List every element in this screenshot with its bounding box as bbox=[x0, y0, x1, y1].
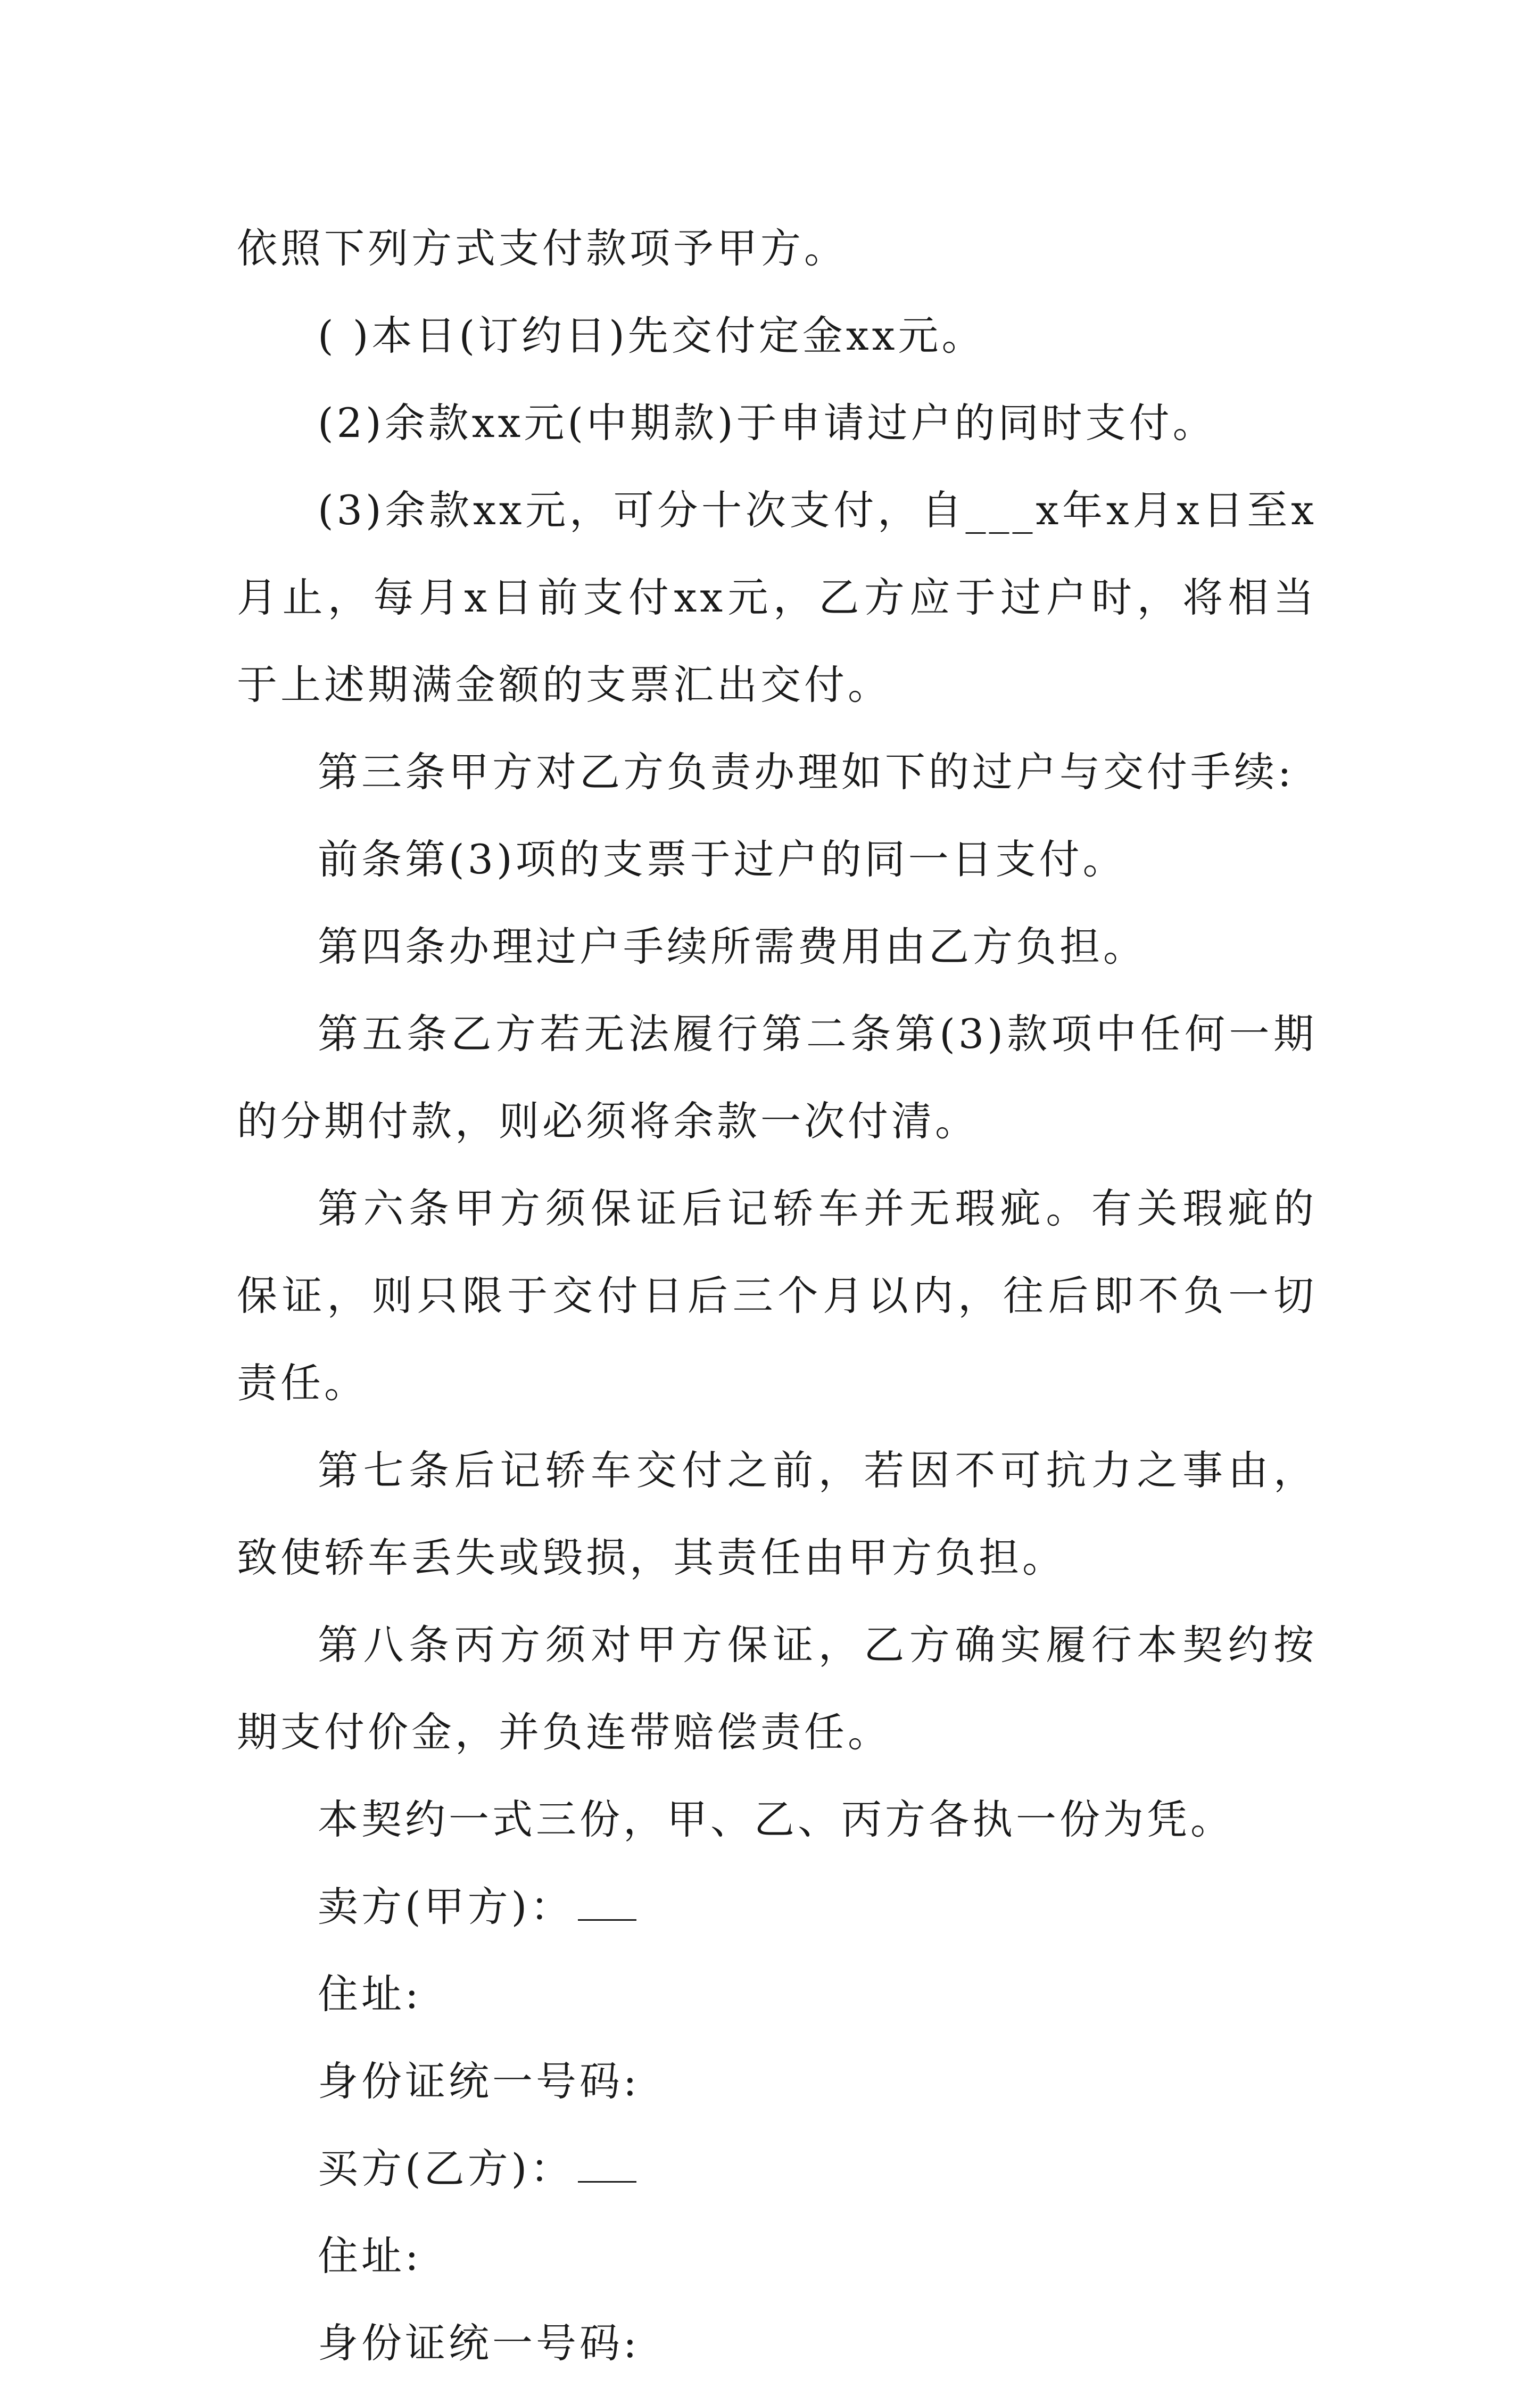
paragraph-article-4: 第四条办理过户手续所需费用由乙方负担。 bbox=[318, 923, 1147, 970]
document-body bbox=[237, 205, 1317, 2387]
paragraph-article-7: 第七条后记轿车交付之前，若因不可抗力之事由，致使轿车丢失或毁损，其责任由甲方负担。 bbox=[237, 1447, 1317, 1581]
paragraph-article-6: 第六条甲方须保证后记轿车并无瑕疵。有关瑕疵的保证，则只限于交付日后三个月以内，往后即不负一切责任。 bbox=[237, 1185, 1317, 1407]
seller-address: 住址: bbox=[318, 1970, 422, 2018]
paragraph-deposit: ( )本日(订约日)先交付定金xx元。 bbox=[318, 312, 986, 359]
paragraph-check-payment: 前条第(3)项的支票于过户的同一日支付。 bbox=[318, 836, 1127, 883]
paragraph-installments: (3)余款xx元，可分十次支付，自___x年x月x日至x月止，每月x日前支付xx元，乙方应于过户时，将相当于上述期满金额的支票汇出交付。 bbox=[237, 486, 1317, 708]
buyer-address: 住址: bbox=[318, 2232, 422, 2279]
paragraph-copies: 本契约一式三份，甲、乙、丙方各执一份为凭。 bbox=[318, 1796, 1234, 1843]
paragraph-article-3: 第三条甲方对乙方负责办理如下的过户与交付手续: bbox=[318, 748, 1295, 796]
buyer-label: 买方(乙方)： bbox=[318, 2145, 574, 2192]
buyer-id-number: 身份证统一号码: bbox=[318, 2319, 640, 2367]
seller-blank bbox=[578, 1883, 636, 1921]
paragraph-payment-intro: 依照下列方式支付款项予甲方。 bbox=[237, 225, 848, 272]
buyer-blank bbox=[578, 2145, 636, 2183]
seller-id-number: 身份证统一号码: bbox=[318, 2058, 640, 2105]
seller-label: 卖方(甲方)： bbox=[318, 1883, 574, 1930]
paragraph-article-8: 第八条丙方须对甲方保证，乙方确实履行本契约按期支付价金，并负连带赔偿责任。 bbox=[237, 1621, 1317, 1756]
paragraph-midterm-payment: (2)余款xx元(中期款)于申请过户的同时支付。 bbox=[318, 399, 1216, 447]
seller-line bbox=[237, 1863, 1317, 1951]
buyer-line bbox=[237, 2125, 1317, 2212]
paragraph-article-5: 第五条乙方若无法履行第二条第(3)款项中任何一期的分期付款，则必须将余款一次付清。 bbox=[237, 1010, 1317, 1145]
